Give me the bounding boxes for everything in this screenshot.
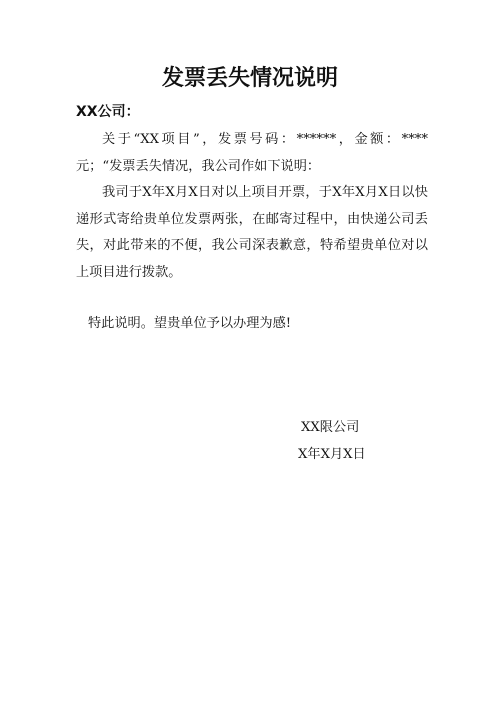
paragraph-details: 我司于X年X月X日对以上项目开票，于X年X月X日以快递形式寄给贵单位发票两张，在邮寄过程中，由快递公司丢失，对此带来的不便，我公司深表歉意，特希望贵单位对以上项目进行拨款。 [76, 185, 428, 280]
greeting: XX公司： [76, 104, 140, 120]
paragraph-intro: 关于“XX项目”，发票号码：******，金额：****元；“发票丢失情况，我公司作如下说明： [76, 132, 428, 174]
signature-company: XX限公司 [301, 420, 360, 435]
document-title: 发票丢失情况说明 [161, 66, 338, 91]
signature-date: X年X月X日 [298, 447, 366, 462]
paragraph-closing: 特此说明。望贵单位予以办理为感! [88, 316, 292, 331]
